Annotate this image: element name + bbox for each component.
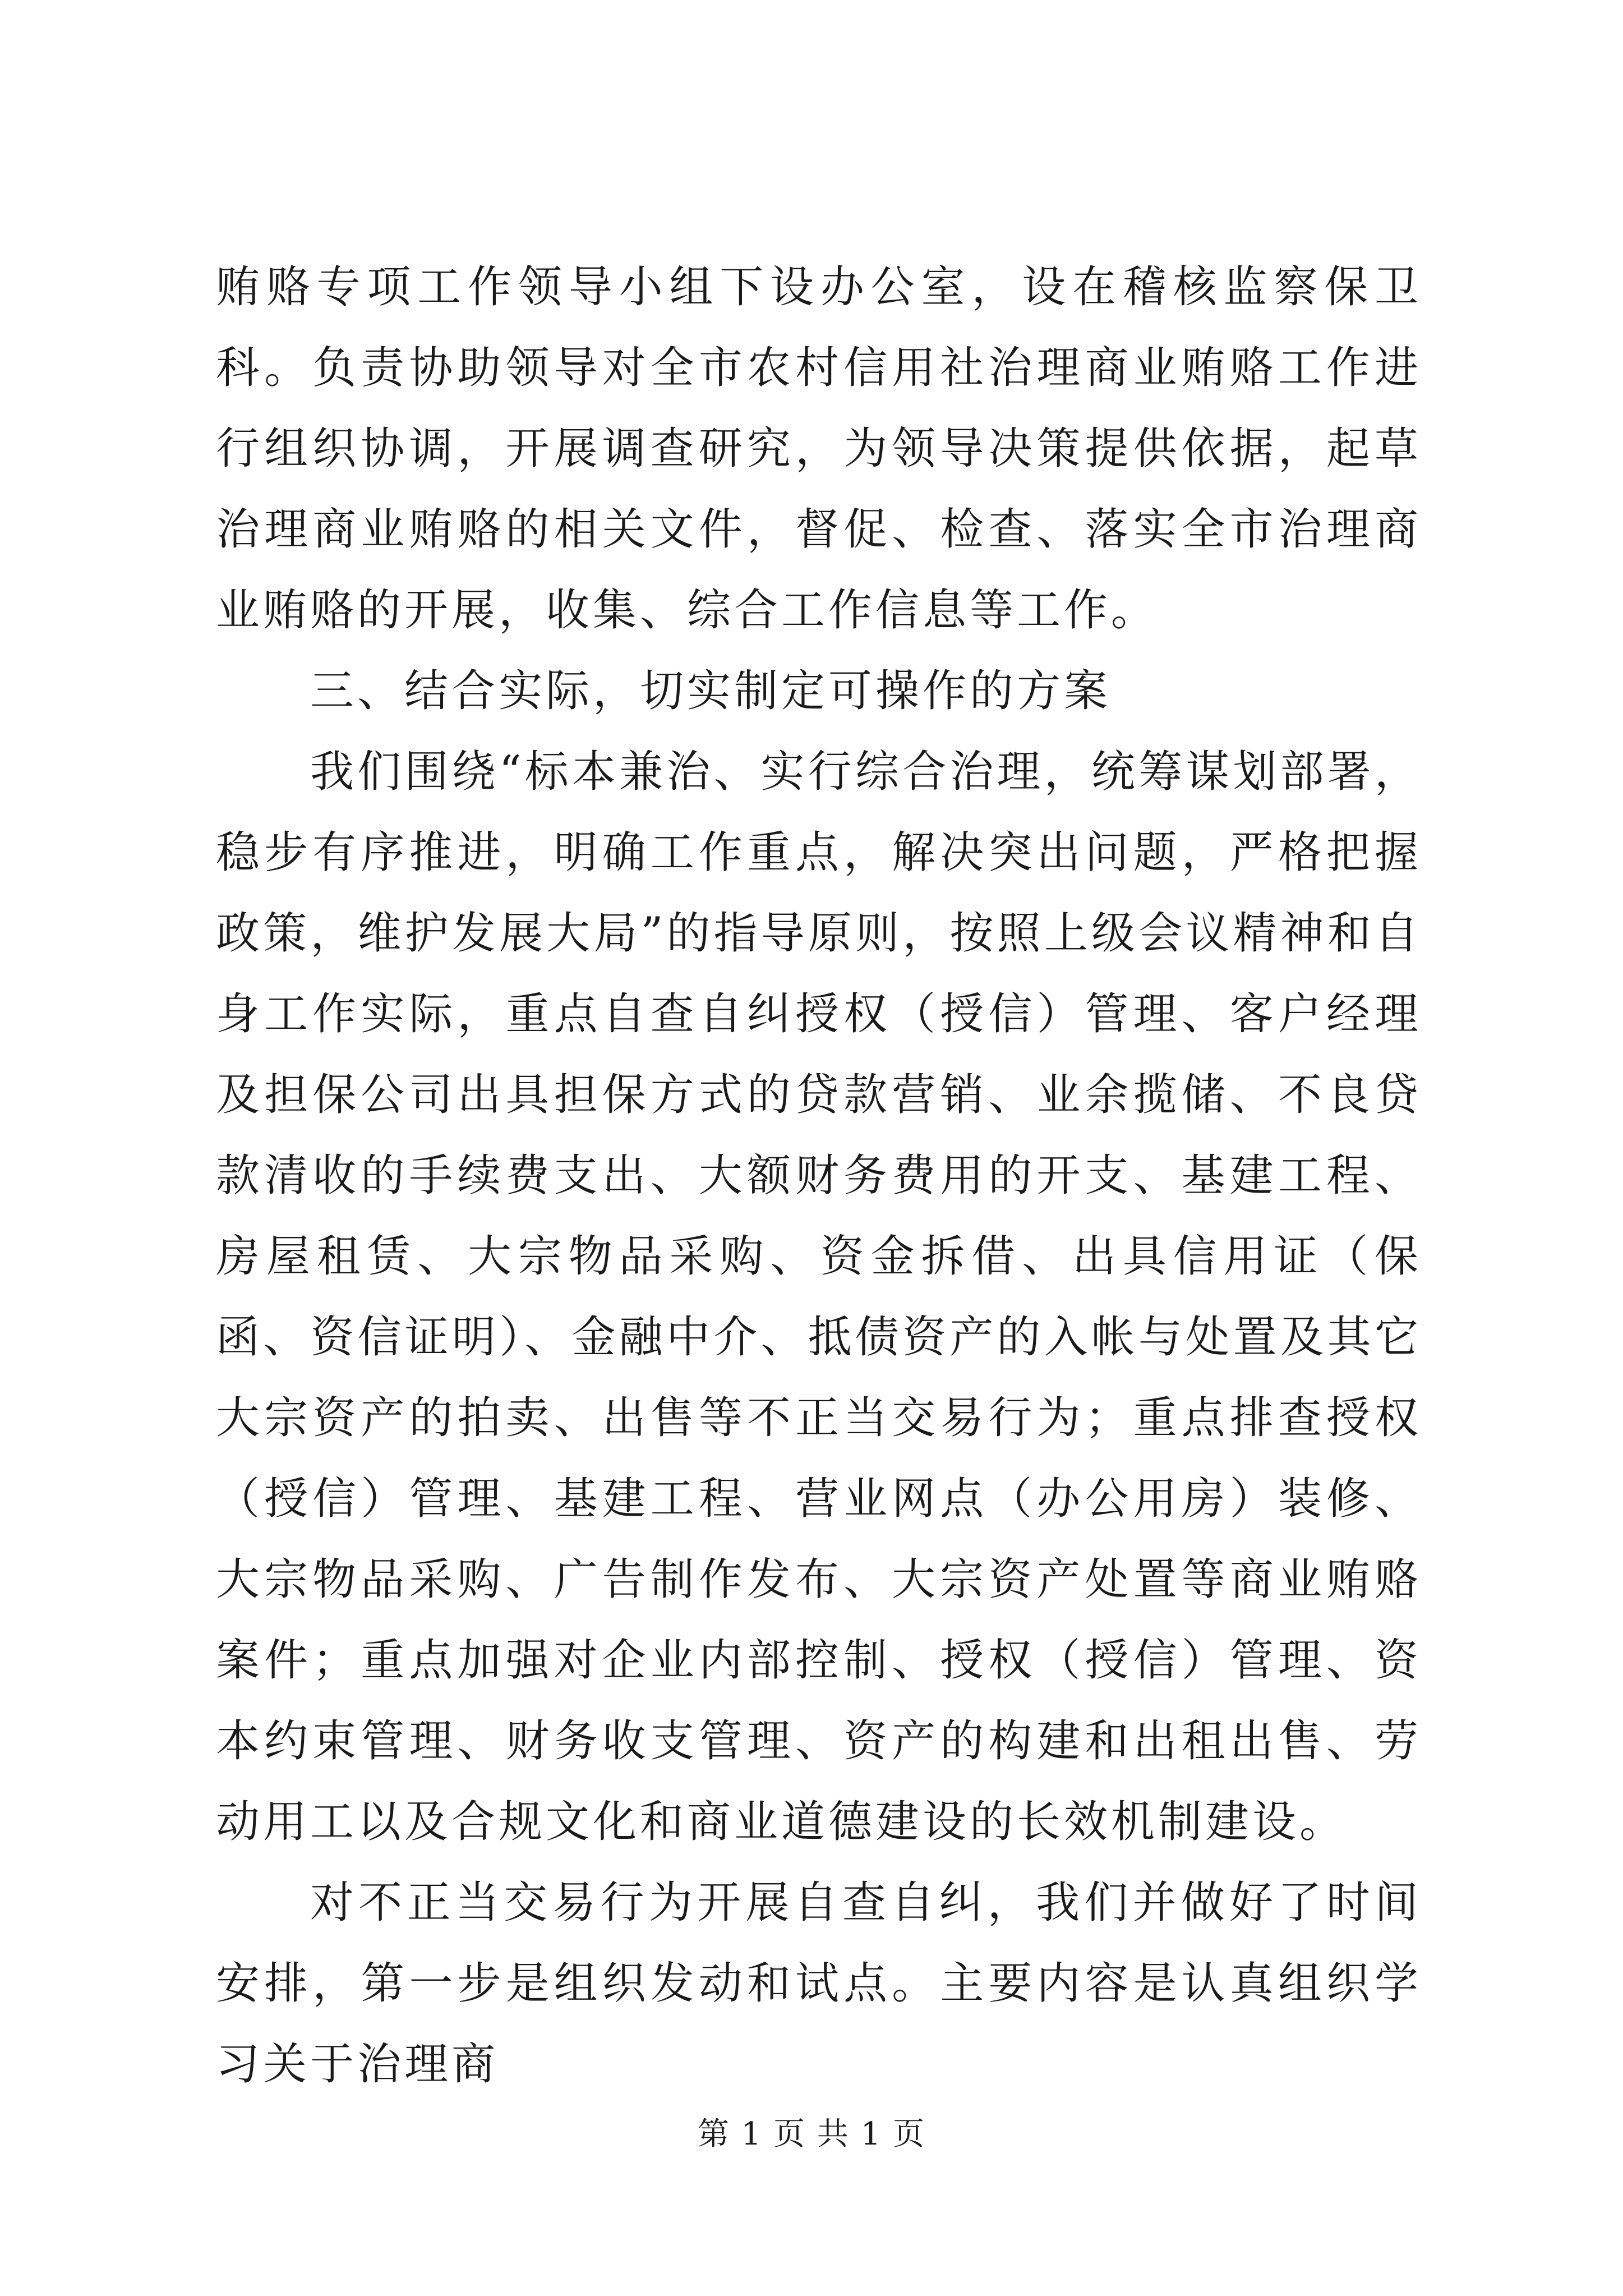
- paragraph-office-duties: 贿赂专项工作领导小组下设办公室，设在稽核监察保卫科。负责协助领导对全市农村信用社治理商业贿赂工作进行组织协调，开展调查研究，为领导决策提供依据，起草治理商业贿赂的相关文件，督促、检查、落实全市治理商业贿赂的开展，收集、综合工作信息等工作。: [216, 262, 1422, 636]
- paragraph-time-arrangement: 对不正当交易行为开展自查自纠，我们并做好了时间安排，第一步是组织发动和试点。主要内容是认真组织学习关于治理商: [216, 1878, 1422, 2090]
- page-footer: 第 1 页 共 1 页: [697, 2116, 926, 2152]
- document-body: [216, 247, 1422, 2105]
- paragraph-guiding-principles: 我们围绕“标本兼治、实行综合治理，统筹谋划部署，稳步有序推进，明确工作重点，解决突出问题，严格把握政策，维护发展大局”的指导原则，按照上级会议精神和自身工作实际，重点自查自纠授权（授信）管理、客户经理及担保公司出具担保方式的贷款营销、业余揽储、不良贷款清收的手续费支出、大额财务费用的开支、基建工程、房屋租赁、大宗物品采购、资金拆借、出具信用证（保函、资信证明）、金融中介、抵债资产的入帐与处置及其它大宗资产的拍卖、出售等不正当交易行为；重点排查授权（授信）管理、基建工程、营业网点（办公用房）装修、大宗物品采购、广告制作发布、大宗资产处置等商业贿赂案件；重点加强对企业内部控制、授权（授信）管理、资本约束管理、财务收支管理、资产的构建和出租出售、劳动用工以及合规文化和商业道德建设的长效机制建设。: [216, 747, 1422, 1847]
- section-heading-three: 三、结合实际，切实制定可操作的方案: [310, 666, 1112, 716]
